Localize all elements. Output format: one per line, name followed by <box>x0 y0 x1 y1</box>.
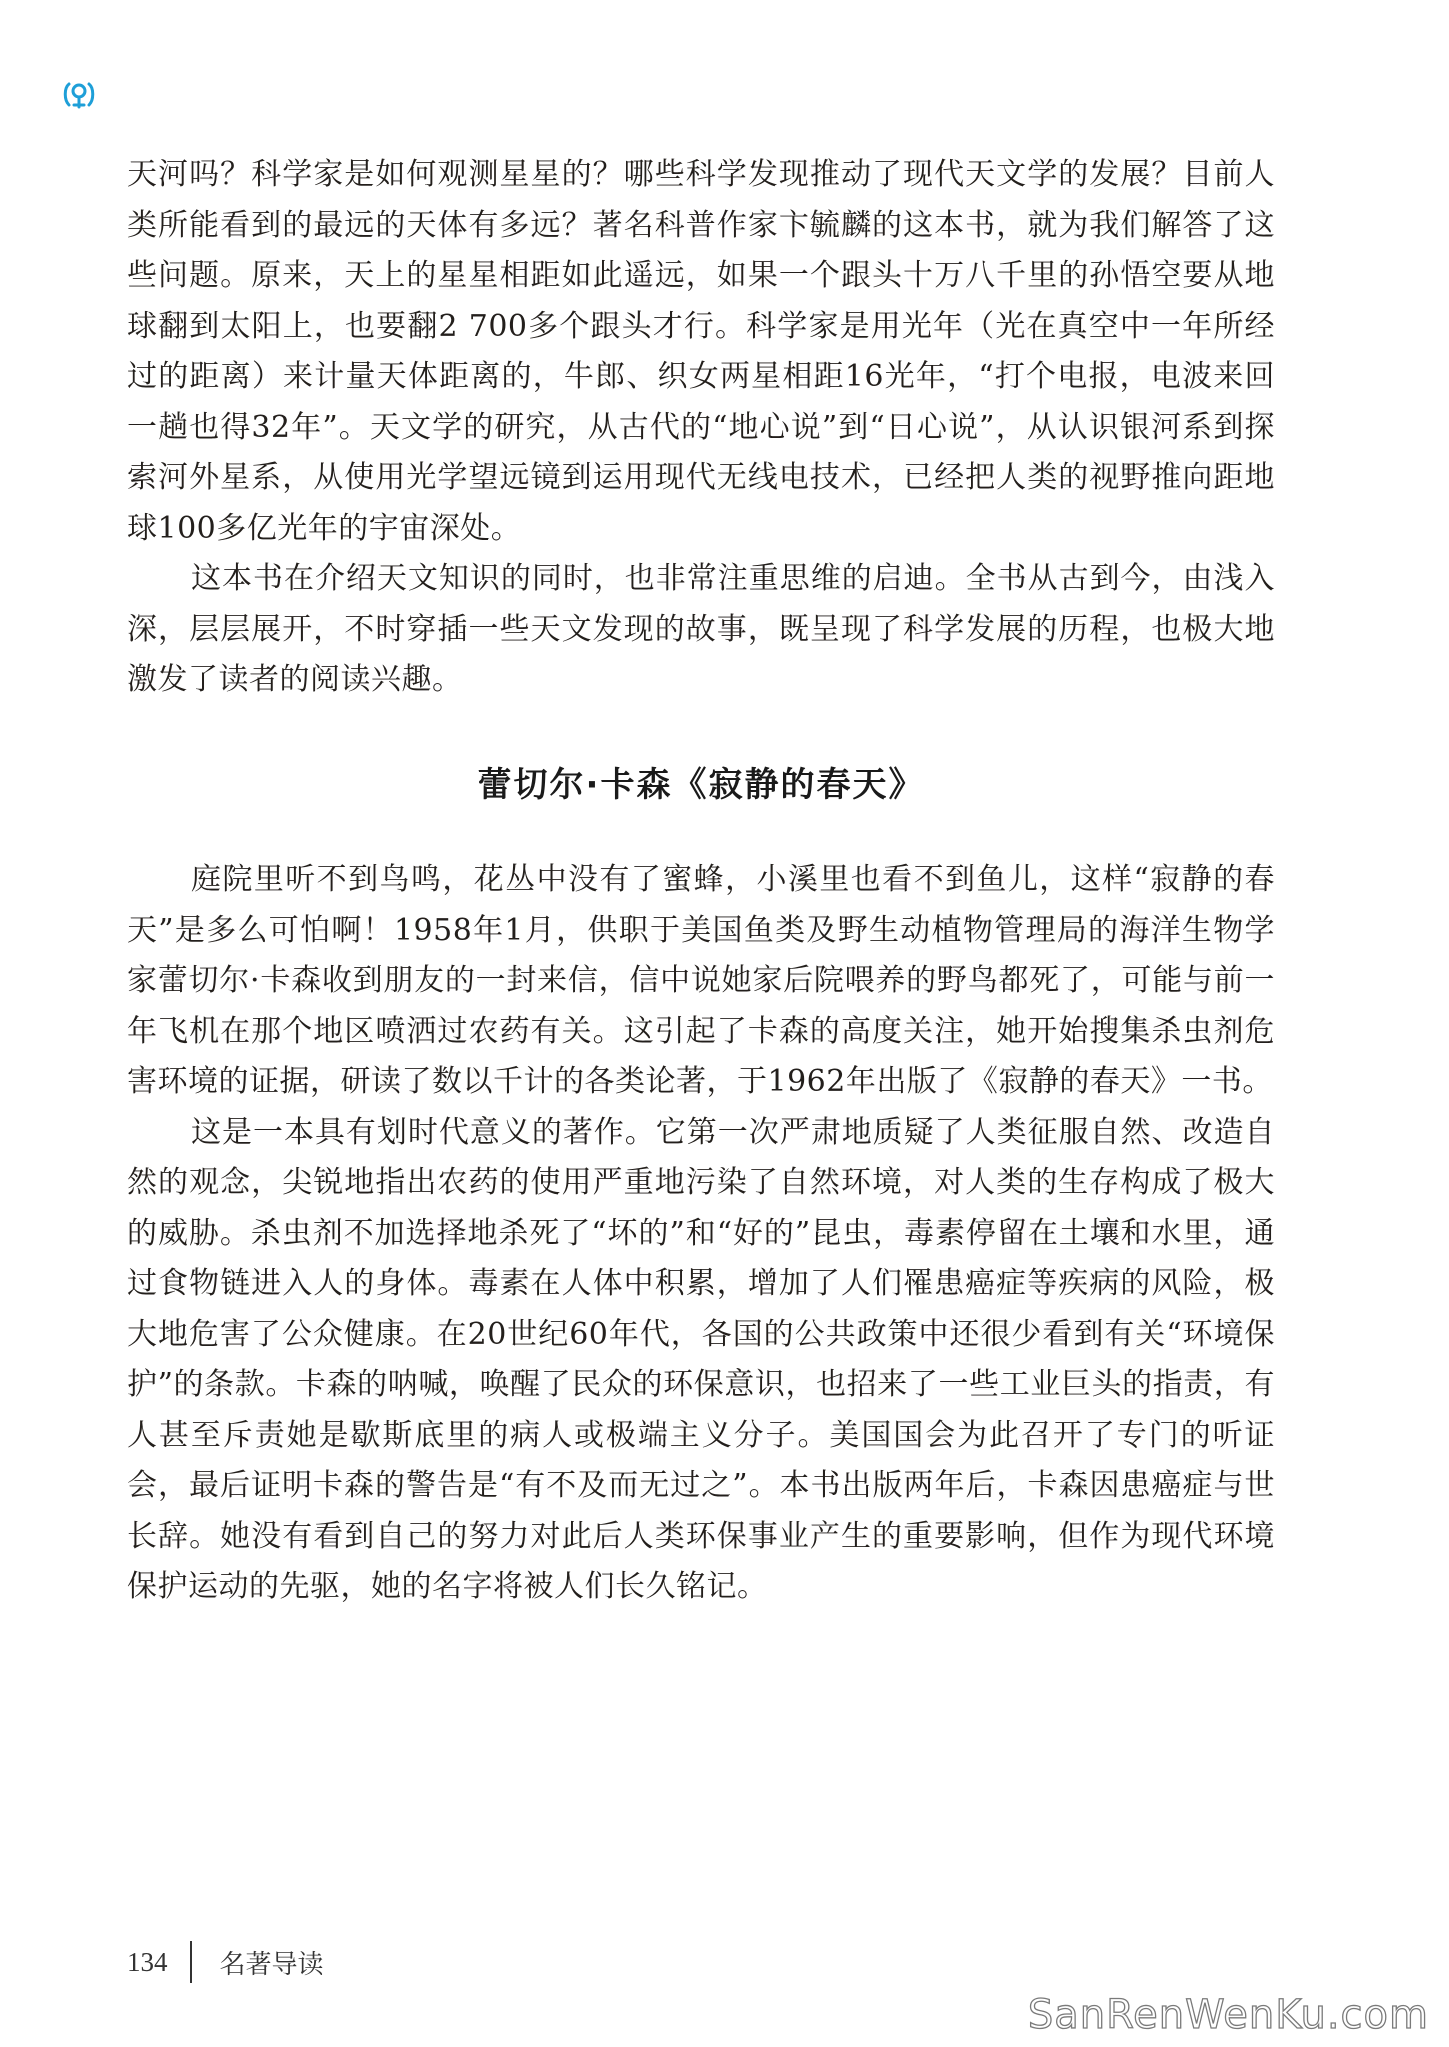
paragraph-silent-spring-impact: 这是一本具有划时代意义的著作。它第一次严肃地质疑了人类征服自然、改造自然的观念，尖锐地指出农药的使用严重地污染了自然环境，对人类的生存构成了极大的威胁。杀虫剂不加选择地杀死了“坏的”和“好的”昆虫，毒素停留在土壤和水里，通过食物链进入人的身体。毒素在人体中积累，增加了人们罹患癌症等疾病的风险，极大地危害了公众健康。在20世纪60年代，各国的公共政策中还很少看到有关“环境保护”的条款。卡森的呐喊，唤醒了民众的环保意识，也招来了一些工业巨头的指责，有人甚至斥责她是歇斯底里的病人或极端主义分子。美国国会为此召开了专门的听证会，最后证明卡森的警告是“有不及而无过之”。本书出版两年后，卡森因患癌症与世长辞。她没有看到自己的努力对此后人类环保事业产生的重要影响，但作为现代环境保护运动的先驱，她的名字将被人们长久铭记。 <box>127 1114 1275 1604</box>
page-number: 134 <box>127 1946 168 1977</box>
paragraph-silent-spring-intro: 庭院里听不到鸟鸣，花丛中没有了蜜蜂，小溪里也看不到鱼儿，这样“寂静的春天”是多么可怕啊！1958年1月，供职于美国鱼类及野生动植物管理局的海洋生物学家蕾切尔·卡森收到朋友的一封来信，信中说她家后院喂养的野鸟都死了，可能与前一年飞机在那个地区喷洒过农药有关。这引起了卡森的高度关注，她开始搜集杀虫剂危害环境的证据，研读了数以千计的各类论著，于1962年出版了《寂静的春天》一书。 <box>127 862 1275 1099</box>
section-heading-wrap <box>127 757 1275 806</box>
watermark: SanRenWenKu.com <box>1027 1992 1429 2038</box>
footer-divider <box>190 1941 192 1983</box>
paragraph-book-summary: 这本书在介绍天文知识的同时，也非常注重思维的启迪。全书从古到今，由浅入深，层层展开，不时穿插一些天文发现的故事，既呈现了科学发展的历程，也极大地激发了读者的阅读兴趣。 <box>127 561 1275 697</box>
section-title: 蕾切尔·卡森《寂静的春天》 <box>477 765 925 805</box>
body-text-top <box>127 150 1275 706</box>
footer-section-name: 名著导读 <box>219 1949 324 1980</box>
paragraph-continued: 天河吗？科学家是如何观测星星的？哪些科学发现推动了现代天文学的发展？目前人类所能看到的最远的天体有多远？著名科普作家卞毓麟的这本书，就为我们解答了这些问题。原来，天上的星星相距如此遥远，如果一个跟头十万八千里的孙悟空要从地球翻到太阳上，也要翻2 700多个跟头才行。科学家是用光年（光在真空中一年所经过的距离）来计量天体距离的，牛郎、织女两星相距16光年，“打个电报，电波来回一趟也得32年”。天文学的研究，从古代的“地心说”到“日心说”，从认识银河系到探索河外星系，从使用光学望远镜到运用现代无线电技术，已经把人类的视野推向距地球100多亿光年的宇宙深处。 <box>127 157 1275 546</box>
page-footer <box>127 1937 324 1987</box>
body-text-bottom <box>127 855 1275 1613</box>
reading-icon <box>62 78 96 112</box>
